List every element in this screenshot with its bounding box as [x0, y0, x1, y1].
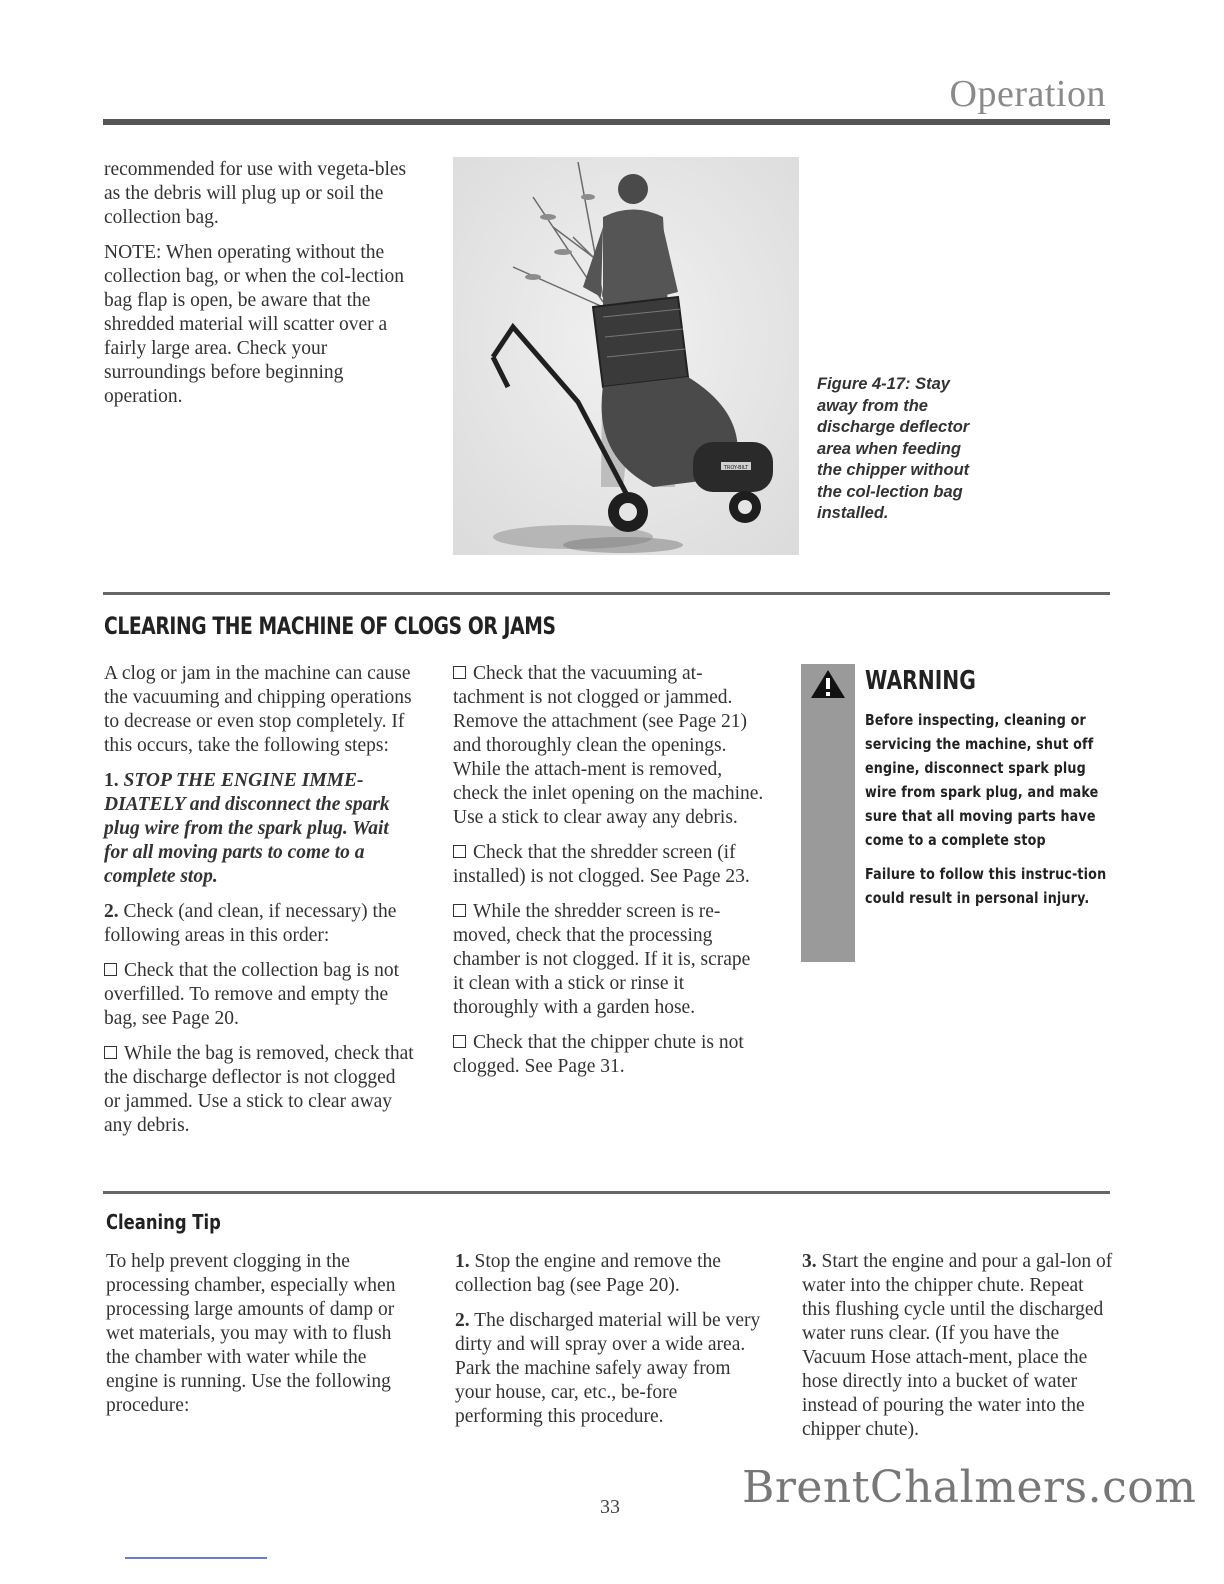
- page-header-title: Operation: [949, 73, 1106, 115]
- checklist-item: [104, 959, 416, 1031]
- footer-underline: [125, 1557, 267, 1559]
- figure-caption: Figure 4-17: Stay away from the discharge deflector area when feeding the chipper without the col-lection bag installed.: [817, 375, 970, 522]
- section-title: CLEARING THE MACHINE OF CLOGS OR JAMS: [104, 612, 556, 640]
- warning-consequence: Failure to follow this instruc-tion could result in personal injury.: [865, 865, 1107, 907]
- checklist-item: [453, 841, 765, 889]
- step-2-text: Check (and clean, if necessary) the following areas in this order:: [104, 901, 397, 946]
- header-rule: [103, 119, 1110, 125]
- intro-paragraph: recommended for use with vegeta-bles as the debris will plug up or soil the collection bag.: [104, 159, 407, 228]
- checklist-item: [104, 1042, 416, 1138]
- tip-rule: [103, 1191, 1110, 1194]
- engine-brand-label: TROY-BILT: [723, 465, 749, 471]
- section-column-1: [104, 662, 416, 1149]
- checklist-item-text: Check that the vacuuming at-tachment is not clogged or jammed. Remove the attachment (see Page 21) and thoroughly clean the openings. While the attach-ment is removed, check the inlet opening on the machine. Use a stick to clear away any debris.: [453, 663, 764, 828]
- checklist-item: [453, 662, 765, 830]
- section-column-2: [453, 662, 765, 1090]
- checkbox-icon: [453, 904, 466, 917]
- tip-step-1-number: 1.: [455, 1251, 470, 1272]
- tip-step-2-number: 2.: [455, 1310, 470, 1331]
- step-2-number: 2.: [104, 901, 119, 922]
- warning-box: [865, 666, 1115, 920]
- tip-title: Cleaning Tip: [106, 1210, 221, 1234]
- checklist-item-text: While the bag is removed, check that the discharge deflector is not clogged or jammed. Use a stick to clear away any debris.: [104, 1043, 414, 1136]
- warning-title: WARNING: [865, 666, 976, 696]
- tip-column-3: [802, 1250, 1114, 1453]
- intro-text: [104, 158, 414, 420]
- tip-step-3: [802, 1250, 1114, 1442]
- tip-step-2-text: The discharged material will be very dirty and will spray over a wide area. Park the machine safely away from your house, car, etc., be-fore performing this procedure.: [455, 1310, 761, 1427]
- warning-triangle-icon: [801, 664, 855, 704]
- tip-step-1-text: Stop the engine and remove the collection bag (see Page 20).: [455, 1251, 721, 1296]
- checkbox-icon: [453, 1035, 466, 1048]
- warning-text: Before inspecting, cleaning or servicing the machine, shut off engine, disconnect spark plug wire from spark plug, and make sure that all moving parts have come to a complete stop: [865, 711, 1099, 849]
- chipper-operator-photo: [453, 157, 799, 555]
- checkbox-icon: [104, 1046, 117, 1059]
- section-intro: A clog or jam in the machine can cause the vacuuming and chipping operations to decrease or even stop completely. If this occurs, take the following steps:: [104, 663, 412, 756]
- checklist-item-text: While the shredder screen is re-moved, check that the processing chamber is not clogged. If it is, scrape it clean with a stick or rinse it thoroughly with a garden hose.: [453, 901, 751, 1018]
- page-number: 33: [600, 1496, 620, 1518]
- checkbox-icon: [453, 845, 466, 858]
- step-2: [104, 900, 416, 948]
- intro-note: NOTE: When operating without the collection bag, or when the col-lection bag flap is open, be aware that the shredded material will scatter over a fairly large area. Check your surroundings before beginning operation.: [104, 242, 404, 407]
- checklist-item: [453, 900, 765, 1020]
- tip-intro: To help prevent clogging in the processing chamber, especially when processing large amounts of damp or wet materials, you may with to flush the chamber with water while the engine is running. Use the following procedure:: [106, 1251, 396, 1416]
- watermark: BrentChalmers.com: [742, 1462, 1197, 1513]
- tip-step-1: [455, 1250, 767, 1298]
- tip-column-2: [455, 1250, 767, 1440]
- step-1-text: STOP THE ENGINE IMME-DIATELY and disconnect the spark plug wire from the spark plug. Wait for all moving parts to come to a complete stop.: [104, 770, 390, 887]
- tip-step-3-number: 3.: [802, 1251, 817, 1272]
- section-rule: [103, 592, 1110, 595]
- checklist-item-text: Check that the chipper chute is not clogged. See Page 31.: [453, 1032, 744, 1077]
- checklist-item-text: Check that the shredder screen (if installed) is not clogged. See Page 23.: [453, 842, 750, 887]
- checkbox-icon: [104, 963, 117, 976]
- checklist-item: [453, 1031, 765, 1079]
- tip-column-1: [106, 1250, 416, 1429]
- tip-step-3-text: Start the engine and pour a gal-lon of water into the chipper chute. Repeat this flushing cycle until the discharged water runs clear. (If you have the Vacuum Hose attach-ment, place the hose directly into a bucket of water instead of pouring the water into the chipper chute).: [802, 1251, 1113, 1440]
- tip-step-2: [455, 1309, 767, 1429]
- checkbox-icon: [453, 666, 466, 679]
- checklist-item-text: Check that the collection bag is not overfilled. To remove and empty the bag, see Page 20.: [104, 960, 400, 1029]
- step-1-number: 1.: [104, 770, 119, 791]
- step-1: [104, 769, 416, 889]
- warning-bar: [801, 664, 855, 962]
